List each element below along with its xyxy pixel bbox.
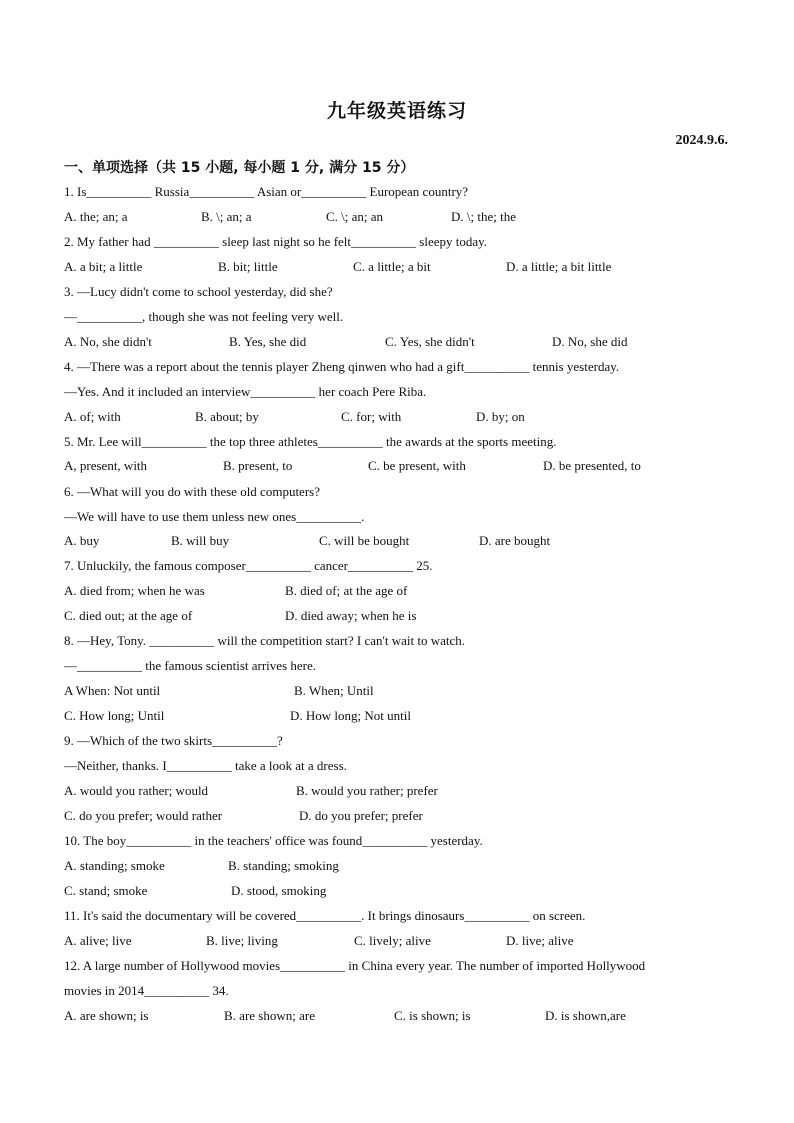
option-c: C. do you prefer; would rather — [64, 808, 223, 823]
option-b: B. about; by — [195, 409, 259, 424]
option-a: A. would you rather; would — [64, 783, 209, 798]
option-a: A. standing; smoke — [64, 858, 165, 873]
option-a: A. the; an; a — [64, 209, 128, 224]
option-c: C. Yes, she didn't — [385, 334, 475, 349]
option-c: C. will be bought — [319, 533, 410, 548]
date-label: 2024.9.6. — [675, 133, 728, 148]
option-b: B. present, to — [223, 458, 293, 473]
option-a: A. a bit; a little — [64, 259, 143, 274]
question-line: movies in 2014__________ 34. — [64, 983, 229, 998]
question-line: —__________, though she was not feeling very well. — [64, 309, 344, 324]
question-line: 2. My father had __________ sleep last night so he felt__________ sleepy today. — [64, 234, 488, 249]
question-line: 11. It's said the documentary will be covered__________. It brings dinosaurs__________ on screen. — [64, 908, 586, 923]
question-line: 1. Is__________ Russia__________ Asian or__________ European country? — [64, 184, 469, 199]
question-line: 6. —What will you do with these old computers? — [64, 484, 320, 499]
option-c: C. a little; a bit — [353, 259, 431, 274]
question-line: 10. The boy__________ in the teachers' office was found__________ yesterday. — [64, 833, 483, 848]
option-a: A. alive; live — [64, 933, 132, 948]
question-line: 3. —Lucy didn't come to school yesterday, did she? — [64, 284, 333, 299]
page-title: 九年级英语练习 — [326, 100, 467, 122]
option-b: B. live; living — [206, 933, 278, 948]
option-c: C. How long; Until — [64, 708, 165, 723]
option-b: B. died of; at the age of — [285, 583, 408, 598]
question-line: —Neither, thanks. I__________ take a look at a dress. — [64, 758, 347, 773]
question-line: —We will have to use them unless new ones__________. — [64, 509, 365, 524]
option-d: D. live; alive — [506, 933, 574, 948]
option-c: C. be present, with — [368, 458, 466, 473]
option-d: D. No, she did — [552, 334, 628, 349]
option-c: C. is shown; is — [394, 1008, 471, 1023]
question-line: 9. —Which of the two skirts__________? — [64, 733, 283, 748]
option-a: A. died from; when he was — [64, 583, 205, 598]
option-b: B. When; Until — [294, 683, 374, 698]
option-c: C. died out; at the age of — [64, 608, 193, 623]
option-d: D. \; the; the — [451, 209, 516, 224]
section-heading: 一、单项选择（共 15 小题, 每小题 1 分, 满分 15 分） — [64, 160, 415, 176]
option-d: D. stood, smoking — [231, 883, 327, 898]
question-line: 8. —Hey, Tony. __________ will the competition start? I can't wait to watch. — [64, 633, 465, 648]
question-line: 4. —There was a report about the tennis player Zheng qinwen who had a gift__________ tennis yesterday. — [64, 359, 620, 374]
option-b: B. are shown; are — [224, 1008, 315, 1023]
option-b: B. standing; smoking — [228, 858, 339, 873]
question-line: 7. Unluckily, the famous composer__________ cancer__________ 25. — [64, 558, 433, 573]
option-d: D. are bought — [479, 533, 551, 548]
option-a: A. of; with — [64, 409, 121, 424]
option-b: B. bit; little — [218, 259, 278, 274]
option-c: C. \; an; an — [326, 209, 384, 224]
option-a: A. No, she didn't — [64, 334, 152, 349]
option-a: A, present, with — [64, 458, 148, 473]
option-b: B. Yes, she did — [229, 334, 307, 349]
question-line: 12. A large number of Hollywood movies__________ in China every year. The number of imported Hollywood — [64, 958, 646, 973]
option-c: C. for; with — [341, 409, 402, 424]
question-line: —__________ the famous scientist arrives here. — [64, 658, 316, 673]
question-line: 5. Mr. Lee will__________ the top three athletes__________ the awards at the sports meeting. — [64, 434, 557, 449]
option-d: D. is shown,are — [545, 1008, 626, 1023]
option-b: B. will buy — [171, 533, 230, 548]
option-c: C. stand; smoke — [64, 883, 148, 898]
option-b: B. would you rather; prefer — [296, 783, 438, 798]
option-a: A When: Not until — [64, 683, 161, 698]
option-b: B. \; an; a — [201, 209, 252, 224]
option-a: A. are shown; is — [64, 1008, 149, 1023]
option-d: D. How long; Not until — [290, 708, 411, 723]
option-a: A. buy — [64, 533, 100, 548]
option-d: D. a little; a bit little — [506, 259, 612, 274]
option-d: D. died away; when he is — [285, 608, 417, 623]
option-d: D. by; on — [476, 409, 525, 424]
question-line: —Yes. And it included an interview__________ her coach Pere Riba. — [64, 384, 427, 399]
option-c: C. lively; alive — [354, 933, 431, 948]
option-d: D. be presented, to — [543, 458, 641, 473]
option-d: D. do you prefer; prefer — [299, 808, 423, 823]
